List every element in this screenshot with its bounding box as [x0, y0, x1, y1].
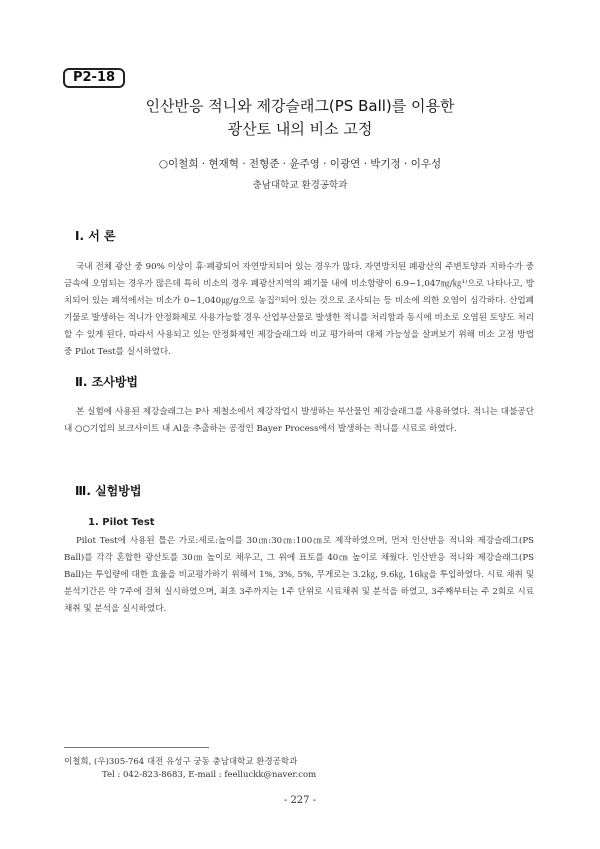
author-list: ○이철희 · 현재혁 · 전형준 · 윤주영 · 이광연 · 박기정 · 이우성: [158, 158, 442, 170]
footnote-divider: [64, 747, 209, 748]
title-line-1: 인산반응 적니와 제강슬래그(PS Ball)를 이용한: [145, 97, 455, 115]
poster-id-badge: P2-18: [63, 68, 125, 88]
introduction-paragraph: 국내 전체 광산 중 90% 이상이 휴·폐광되어 자연방치되어 있는 경우가 많다. 자연방치된 폐광산의 주변토양과 지하수가 중금속에 오염되는 경우가 많은데 특히 비소의 경우 폐광산지역의 폐기물 내에 비소함량이 6.9~1,047㎎/㎏¹⁾으로 나타나고, 방치되어 있는 폐석에서는 비소가 0~1,040㎍/g으로 농집²⁾되어 있는 것으로 조사되는 등 비소에 의한 오염이 심각하다. 산업폐기물로 발생하는 적니가 안정화제로 사용가능할 경우 산업부산물로 발생한 적니를 처리함과 동시에 비소로 오염된 토양도 처리할 수 있게 된다. 따라서 사용되고 있는 안정화제인 제강슬래그와 비교 평가하여 대체 가능성을 살펴보기 위해 비소 고정 방법 중 Pilot Test를 실시하였다.: [64, 262, 534, 357]
section-heading-experiment: Ⅲ. 실험방법: [75, 484, 142, 498]
pilot-test-paragraph: Pilot Test에 사용된 틀은 가로:세로:높이를 30㎝:30㎝:100㎝로 제작하였으며, 먼저 인산반응 적니와 제강슬래그(PS Ball)를 각각 혼합한 광산토를 30㎝ 높이로 채우고, 그 위에 표토를 40㎝ 높이로 채웠다. 인산반응 적니와 제강슬래그(PS Ball)는 투입량에 대한 효율을 비교평가하기 위해서 1%, 3%, 5%, 무게로는 3.2㎏, 9.6㎏, 16㎏을 투입하였다. 시료 채취 및 분석기간은 약 7주에 걸쳐 실시하였으며, 최초 3주까지는 1주 단위로 시료채취 및 분석을 하였고, 3주째부터는 주 2회로 시료채취 및 분석을 실시하였다.: [64, 536, 534, 614]
section-heading-introduction: Ⅰ. 서 론: [75, 229, 116, 243]
footnote-address: 이철희, (우)305-764 대전 유성구 궁동 충남대학교 환경공학과: [64, 757, 298, 767]
methods-paragraph: 본 실험에 사용된 제강슬래그는 P사 제철소에서 제강작업시 발생하는 부산물인 제강슬래그를 사용하였다. 적니는 대불공단 내 ○○기업의 보크사이트 내 Al을 추출하는 공정인 Bayer Process에서 발생하는 적니를 시료로 하였다.: [64, 407, 534, 434]
page-number: - 227 -: [283, 795, 317, 806]
title-line-2: 광산토 내의 비소 고정: [227, 120, 373, 138]
subsection-heading-pilot-test: 1. Pilot Test: [88, 517, 155, 528]
affiliation: 충남대학교 환경공학과: [252, 180, 348, 191]
section-heading-methods: Ⅱ. 조사방법: [75, 375, 139, 389]
footnote-contact: Tel : 042-823-8683, E-mail : feelluckk@naver.com: [102, 770, 317, 780]
